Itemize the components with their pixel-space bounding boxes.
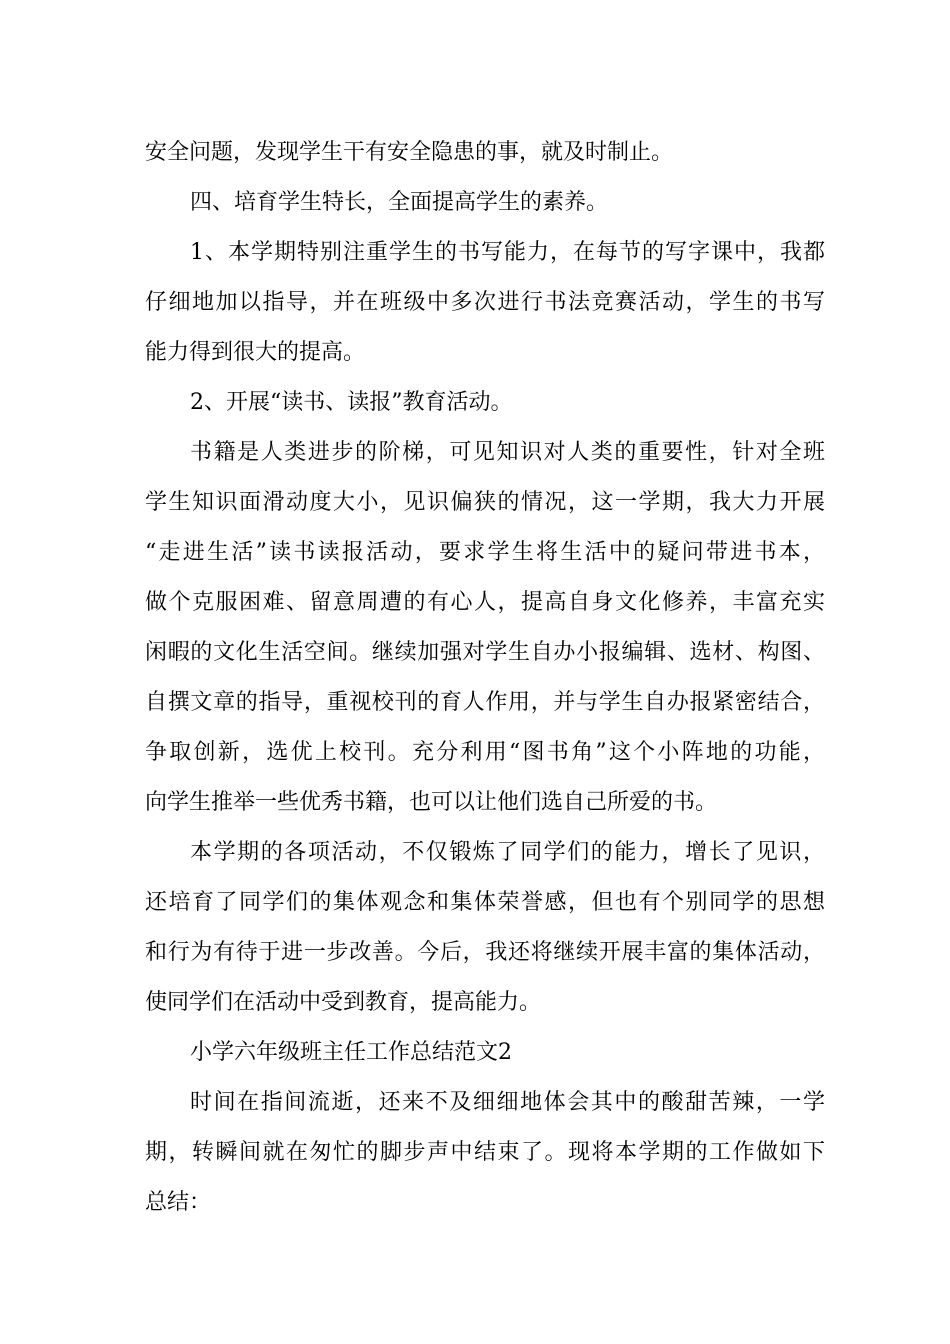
text-line: 期，转瞬间就在匆忙的脚步声中结束了。现将本学期的工作做如下 [145,1140,825,1165]
text-line: 本学期的各项活动，不仅锻炼了同学们的能力，增长了见识， [190,840,825,865]
text-line: 1、本学期特别注重学生的书写能力，在每节的写字课中，我都 [190,240,825,265]
text-line: 学生知识面滑动度大小，见识偏狭的情况，这一学期，我大力开展 [145,490,825,515]
text-line: 还培育了同学们的集体观念和集体荣誉感，但也有个别同学的思想 [145,890,825,915]
text-line: 安全问题，发现学生干有安全隐患的事，就及时制止。 [145,140,674,165]
text-line: 2、开展“读书、读报”教育活动。 [190,390,513,415]
text-line: “走进生活”读书读报活动，要求学生将生活中的疑问带进书本， [145,540,825,565]
text-line: 仔细地加以指导，并在班级中多次进行书法竞赛活动，学生的书写 [145,290,825,315]
text-line: 能力得到很大的提高。 [145,340,366,365]
text-line: 和行为有待于进一步改善。今后，我还将继续开展丰富的集体活动， [145,940,825,965]
text-line: 做个克服困难、留意周遭的有心人，提高自身文化修养，丰富充实 [145,590,825,615]
article-title: 小学六年级班主任工作总结范文2 [190,1040,512,1065]
text-line: 书籍是人类进步的阶梯，可见知识对人类的重要性，针对全班 [190,440,825,465]
text-line: 向学生推举一些优秀书籍，也可以让他们选自己所爱的书。 [145,790,718,815]
text-line: 时间在指间流逝，还来不及细细地体会其中的酸甜苦辣，一学 [190,1090,825,1115]
text-line: 总结： [145,1190,212,1215]
section-heading: 四、培育学生特长，全面提高学生的素养。 [190,190,609,215]
body-text [145,128,825,1228]
text-line: 争取创新，选优上校刊。充分利用“图书角”这个小阵地的功能， [145,740,825,765]
text-line: 自撰文章的指导，重视校刊的育人作用，并与学生自办报紧密结合， [145,690,825,715]
text-line: 使同学们在活动中受到教育，提高能力。 [145,990,542,1015]
text-line: 闲暇的文化生活空间。继续加强对学生自办小报编辑、选材、构图、 [145,640,825,665]
